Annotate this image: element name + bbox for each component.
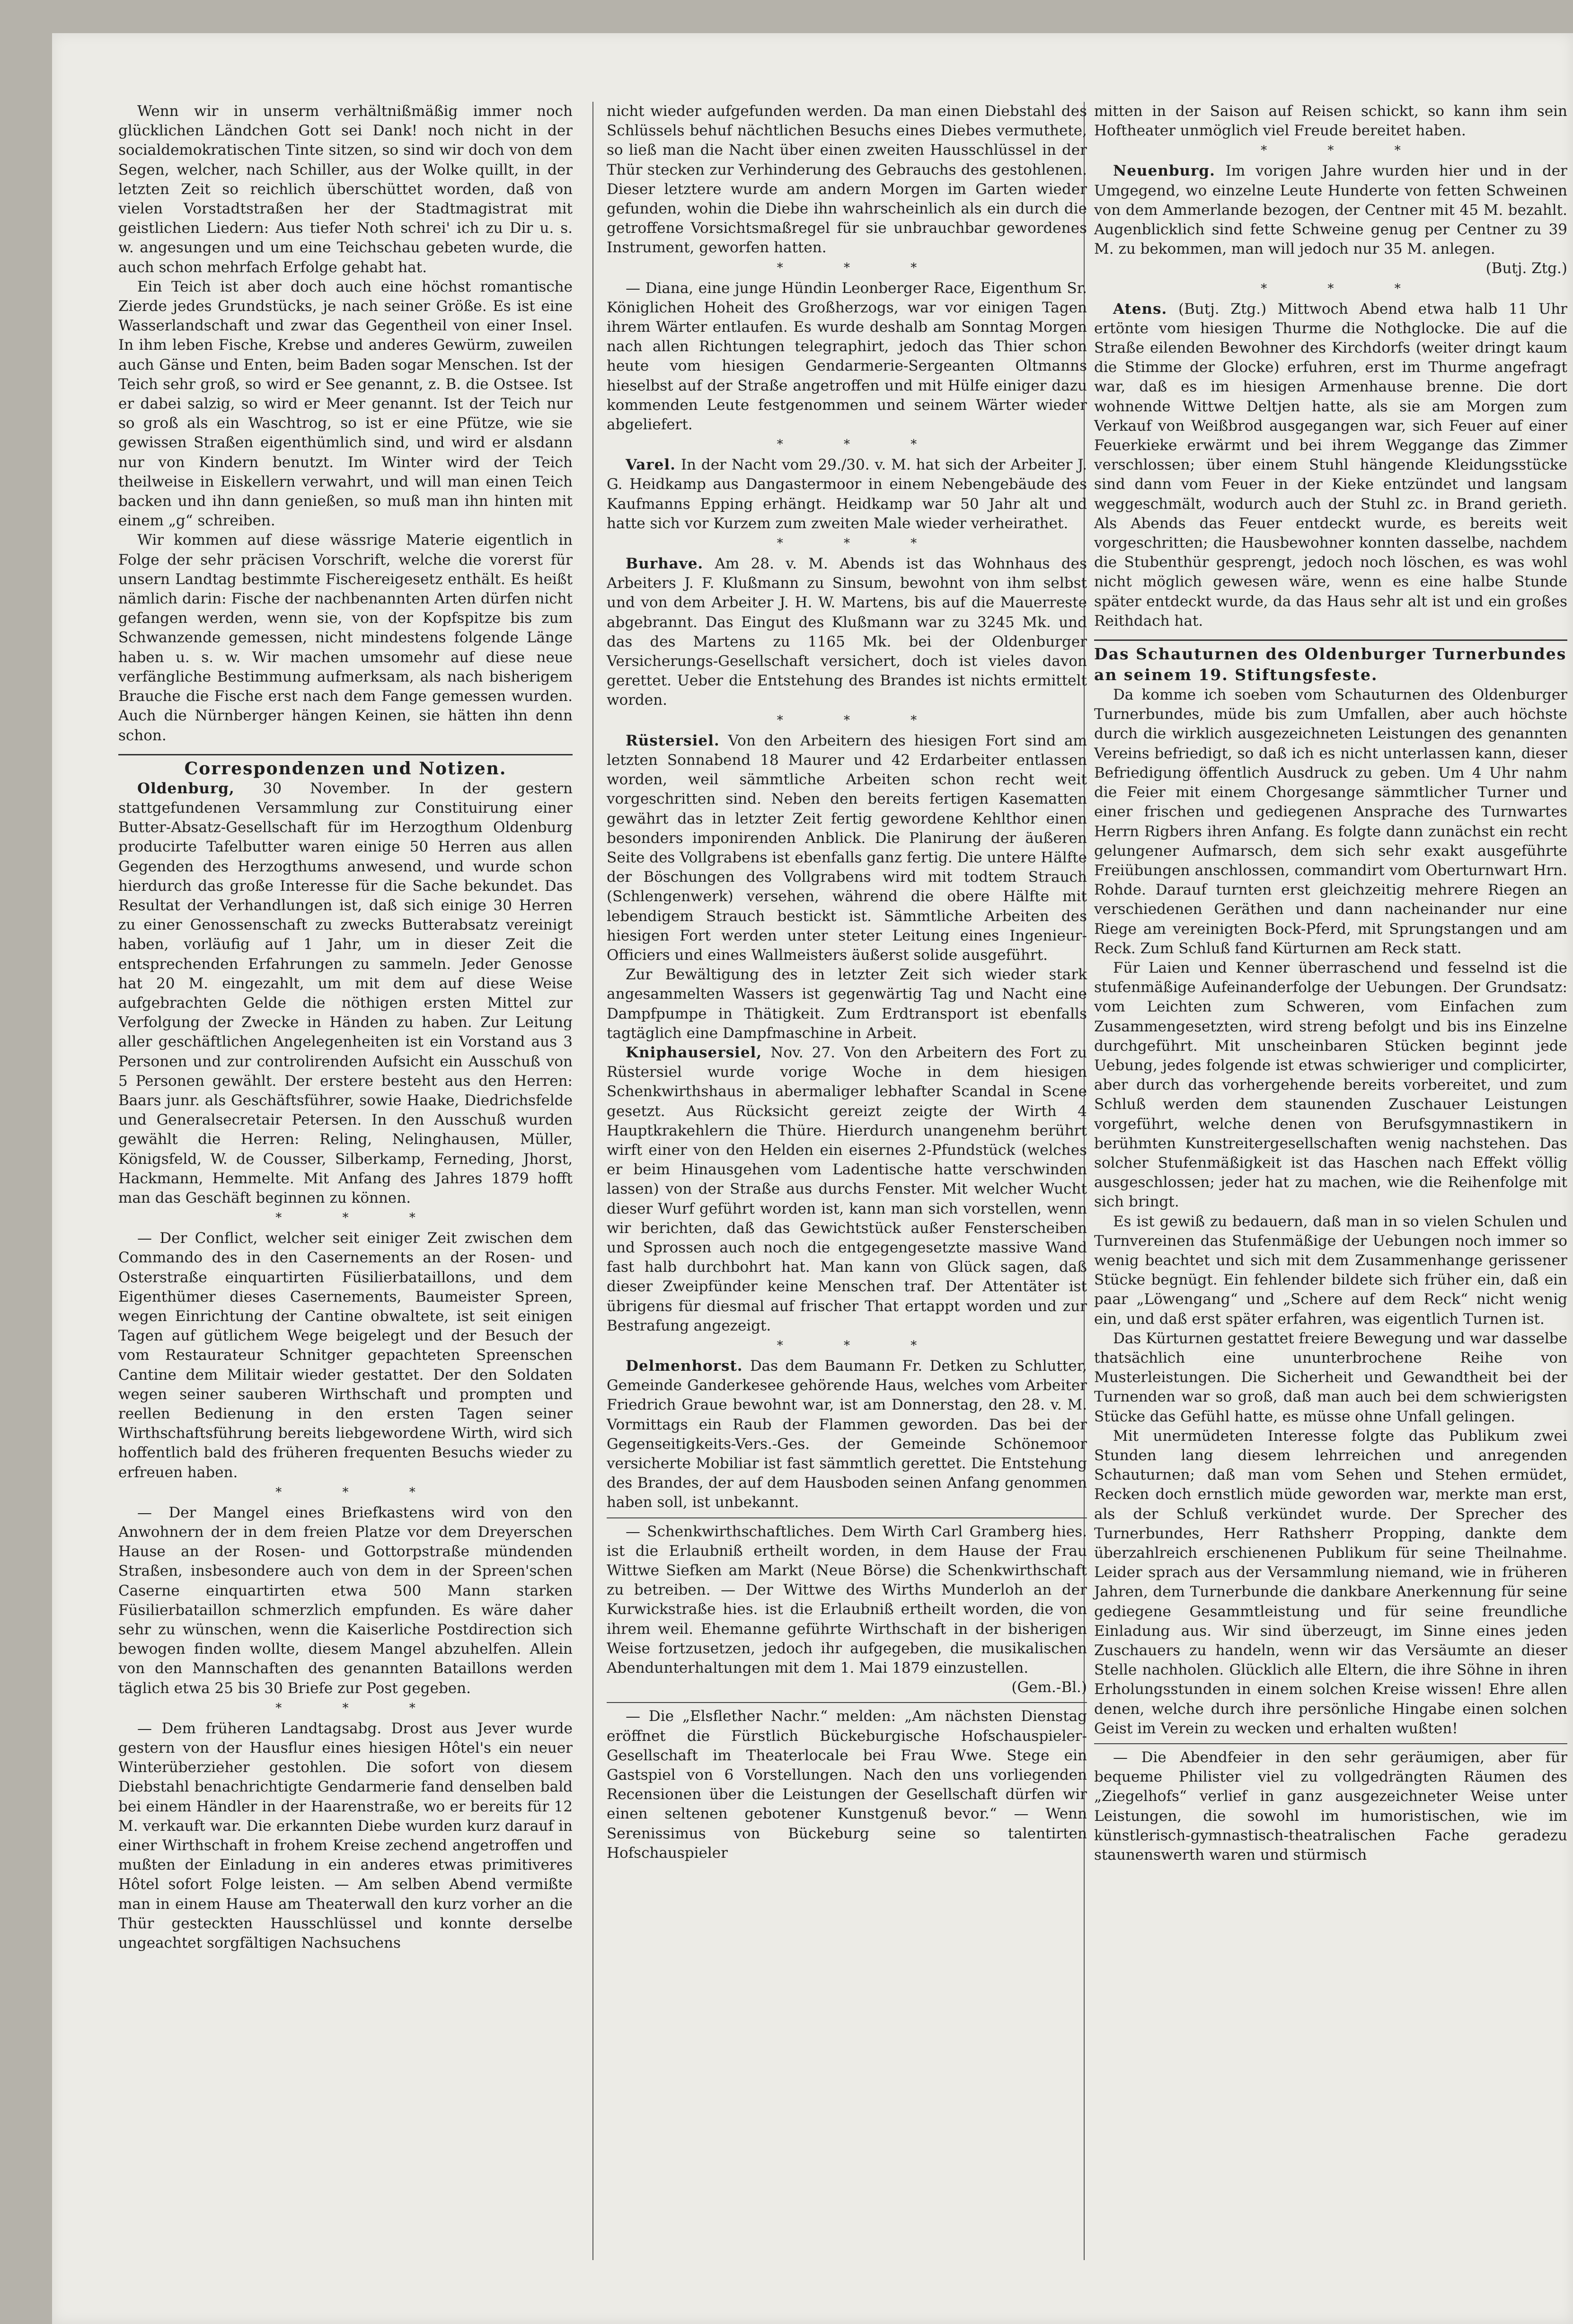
dateline-oldenburg: Oldenburg, <box>137 780 235 797</box>
intro-paragraph-3: Wir kommen auf diese wässrige Materie eigentlich in Folge der sehr präcisen Vorschrift, welche die vorerst für unsern Landtag bestimmte Fischereigesetz enthält. Es heißt nämlich darin: Fische der nachbenannten Arten dürfen nicht gefangen werden, wenn sie, von der Kopfspitze bis zum Schwanzende gemessen, nicht mindestens folgende Länge haben u. s. w. Wir machen umsomehr auf diese neue verfängliche Bestimmung aufmerksam, als nach bisherigem Brauche die Fische erst nach dem Fange gemessen wurden. Auch die Nürnberger hängen Keinen, sie hätten ihn denn schon. <box>118 532 573 744</box>
article-burhave <box>607 554 1087 710</box>
intro-paragraph-2: Ein Teich ist aber doch auch eine höchst romantische Zierde jedes Grundstücks, je nach seiner Größe. Es ist eine Wasserlandschaft und zwar das Gegentheil von einer Insel. In ihm leben Fische, Krebse und anderes Gewürm, zuweilen auch Gänse und Enten, beim Baden sogar Menschen. Ist der Teich sehr groß, so wird er See genannt, z. B. die Ostsee. Ist er dabei salzig, so wird er Meer genannt. Ist der Teich nur so groß als ein Waschtrog, so ist er eine Pfütze, wie sie gewissen Straßen eigenthümlich sind, und wird er alsdann nur von Kindern benutzt. Im Winter wird der Teich theilweise in Eiskellern verwahrt, und will man einen Teich backen und ihn dann genießen, so muß man ihn hinten mit einem „g“ schreiben. <box>118 278 573 530</box>
article-schauturnen-4: Das Kürturnen gestattet freiere Bewegung und war dasselbe thatsächlich eine ununterbrochene Reihe von Musterleistungen. Die Sicherheit und Gewandtheit bei der Turnenden war so groß, daß man auch bei dem schwierigsten Stücke das Gefühl hatte, es müsse ohne Unfall gelingen. <box>1094 1330 1567 1425</box>
article-oldenburg <box>118 779 573 1208</box>
separator-stars: * * * <box>777 713 946 727</box>
column-left <box>118 102 573 1953</box>
dateline-kniphausersiel: Kniphausersiel, <box>626 1044 762 1061</box>
dateline-ruestersiel: Rüstersiel. <box>626 732 720 749</box>
separator-stars: * * * <box>275 1211 444 1225</box>
article-schauturnen-1: Da komme ich soeben vom Schauturnen des Oldenburger Turnerbundes, müde bis zum Umfallen, aber auch höchste durch die wirklich ausgezeichneten Leistungen des genannten Vereins befriedigt, so daß ich es nicht unterlassen kann, dieser Befriedigung öffentlich Ausdruck zu geben. Um 4 Uhr nahm die Feier mit einem Chorgesange sämmtlicher Turner und einer frischen und gediegenen Ansprache des Turnwartes Herrn Rigbers ihren Anfang. Es folgte dann zunächst ein recht gelungener Aufmarsch, dem sich sehr exakt ausgeführte Freiübungen anschlossen, commandirt vom Oberturnwart Hrn. Rohde. Darauf turnten erst gleichzeitig mehrere Riegen an verschiedenen Geräthen und dann nacheinander nur eine Riege am vereinigten Bock-Pferd, mit Sprungstangen und am Reck. Zum Schluß fand Kürturnen am Reck statt. <box>1094 686 1567 957</box>
text-oldenburg: In der gestern stattgefundenen Versammlung zur Constituirung einer Butter-Absatz-Gesellschaft für im Herzogthum Oldenburg producirte Tafelbutter waren einige 50 Herren aus allen Gegenden des Herzogthums anwesend, und wurde schon hierdurch das große Interesse für die Sache bekundet. Das Resultat der Verhandlungen ist, daß sich einige 30 Herren zu einer Genossenschaft zu zwecks Butterabsatz vereinigt haben, vorläufig auf 1 Jahr, um in dieser Zeit die entsprechenden Erfahrungen zu sammeln. Jeder Genosse hat 20 M. eingezahlt, um mit dem auf diese Weise aufgebrachten Gelde die nöthigen ersten Mittel zur Verfolgung der Zwecke in Händen zu haben. Zur Leitung aller geschäftlichen Angelegenheiten ist ein Vorstand aus 3 Personen und zur controlirenden Aufsicht ein Ausschuß von 5 Personen gewählt. Der erstere besteht aus den Herren: Baars junr. als Geschäftsführer, sowie Haake, Diedrichsfelde und Generalsecretair Petersen. In den Ausschuß wurden gewählt die Herren: Reling, Nelinghausen, Müller, Königsfeld, W. de Cousser, Silberkamp, Ferneding, Jhorst, Hackmann, Hemmelte. Mit Anfang des Jahres 1879 hofft man das Geschäft beginnen zu können. <box>118 780 573 1206</box>
article-diana: — Diana, eine junge Hündin Leonberger Race, Eigenthum Sr. Königlichen Hoheit des Großherzogs, war vor einigen Tagen ihrem Wärter entlaufen. Es wurde deshalb am Sonntag Morgen nach allen Richtungen telegraphirt, jedoch das Thier schon heute vom hiesigen Gendarmerie-Sergeanten Oltmanns hieselbst auf der Straße angetroffen und mit Hülfe einiger dazu kommenden Leute festgenommen und seinem Wärter wieder abgeliefert. <box>607 279 1087 434</box>
text-neuenburg: Im vorigen Jahre wurden hier und in der Umgegend, wo einzelne Leute Hunderte von fetten Schweinen von dem Ammerlande bezogen, der Centner mit 45 M. bezahlt. Augenblicklich sind fette Schweine genug per Centner zu 39 M. zu bekommen, man will jedoch nur 35 M. anlegen. <box>1094 162 1568 258</box>
column-right <box>1094 102 1567 1865</box>
continuation-hausschluessel: nicht wieder aufgefunden werden. Da man einen Diebstahl des Schlüssels behuf nächtlichen Besuchs eines Diebes vermuthete, so ließ man die Nacht über einen zweiten Hausschlüssel in der Thür stecken zur Verhinderung des Gebrauchs des gestohlenen. Dieser letztere wurde am andern Morgen im Garten wieder gefunden, wohin die Diebe ihn wahrscheinlich als ein durch die getroffene Vorsichtsmaßregel für sie unbrauchbar gewordenes Instrument, geworfen hatten. <box>607 103 1087 257</box>
column-middle <box>607 102 1087 1863</box>
source-butj-ztg: (Butj. Ztg.) <box>1485 260 1567 277</box>
text-delmenhorst: Das dem Baumann Fr. Detken zu Schlutter, Gemeinde Ganderkesee gehörende Haus, welches vom Arbeiter Friedrich Graue bewohnt war, ist am Donnerstag, den 28. v. M. Vormittags ein Raub der Flammen geworden. Das bei der Gegenseitigkeits-Vers.-Ges. der Gemeinde Schönemoor versicherte Mobiliar ist fast sämmtlich gerettet. Die Entstehung des Brandes, der auf dem Hausboden seinen Anfang genommen haben soll, ist unbekannt. <box>607 1357 1087 1511</box>
article-schauturnen-2: Für Laien und Kenner überraschend und fesselnd ist die stufenmäßige Aufeinanderfolge der Uebungen. Der Grundsatz: vom Leichten zum Schweren, vom Einfachen zum Zusammengesetzten, wird streng befolgt und bis ins Einzelne durchgeführt. Mit unscheinbaren Stücken beginnt jede Uebung, jedes folgende ist etwas schwieriger und complicirter, aber durch das vorhergehende bereits vorbereitet, und zum Schluß werden dem staunenden Zuschauer Leistungen vorgeführt, welche denen von Berufsgymnastikern in berühmten Kunstreitergesellschaften wenig nachstehen. Das solcher Stufenmäßigkeit ist das Haschen nach Effekt völlig ausgeschlossen; jeder hat zu machen, wie die Reihenfolge mit sich bringt. <box>1094 959 1567 1211</box>
article-drost: — Dem früheren Landtagsabg. Drost aus Jever wurde gestern von der Hausflur eines hiesigen Hôtel's ein neuer Winterüberzieher gestohlen. Die sofort von diesem Diebstahl benachrichtigte Gendarmerie fand denselben bald bei einem Händler in der Haarenstraße, wo er bereits für 12 M. verkauft war. Die erkannten Diebe wurden kurz darauf in einer Wirthschaft in frohem Kreise zechend angetroffen und mußten der Einladung in ein anderes etwas primitiveres Hôtel sofort Folge leisten. — Am selben Abend vermißte man in einem Hause am Theaterwall den kurz vorher an die Thür gesteckten Hausschlüssel und konnte derselbe ungeachtet sorgfältigen Nachsuchens <box>118 1720 573 1952</box>
dateline-neuenburg: Neuenburg. <box>1113 162 1215 180</box>
separator-stars: * * * <box>1261 143 1429 158</box>
text-kniphausersiel: Von den Arbeitern des Fort zu Rüstersiel wurde vorige Woche in dem hiesigen Schenkwirthshaus in abermaliger lebhafter Scandal in Scene gesetzt. Aus Rücksicht gereizt zeigte der Wirth 4 Hauptkrakehlern die Thüre. Hierdurch unangenehm berührt wirft einer von den Helden ein eisernes 2-Pfundstück (welches er beim Hinausgehen vom Ladentische hatte verschwinden lassen) von der Straße aus durchs Fenster. Mit welcher Wucht dieser Wurf geführt worden ist, kann man sich vorstellen, wenn wir berichten, daß das Gewichtstück außer Fensterscheiben und Sprossen auch noch die entgegengesetzte massive Wand fast halb durchbohrt hat. Man kann von Glück sagen, daß dieser Zweipfünder keine Menschen traf. Der Attentäter ist übrigens für diesmal auf frischer That ertappt worden und zur Bestrafung angezeigt. <box>607 1044 1087 1334</box>
text-ruestersiel: Von den Arbeitern des hiesigen Fort sind am letzten Sonnabend 18 Maurer und 42 Erdarbeiter entlassen worden, weil sämmtliche Arbeiten schon recht weit vorgeschritten sind. Neben den bereits fertigen Kasematten gewährt das in letzter Zeit fertig gewordene Kehlthor einen besonders imponirenden Anblick. Die Planirung der äußeren Seite des Vollgrabens ist ebenfalls ganz fertig. Die untere Hälfte der Böschungen des Vollgrabens wird mit todtem Strauch (Schlengenwerk) versehen, während die obere Hälfte mit lebendigem Strauch bestickt ist. Sämmtliche Arbeiten des hiesigen Fort werden unter steter Leitung eines Ingenieur-Officiers und eines Wallmeisters äußerst solide ausgeführt. <box>607 732 1087 964</box>
separator-stars: * * * <box>275 1485 444 1499</box>
article-ruestersiel-2: Zur Bewältigung des in letzter Zeit sich wieder stark angesammelten Wassers ist gegenwärtig Tag und Nacht eine Dampfpumpe in Thätigkeit. Zum Erdtransport ist ebenfalls tagtäglich eine Dampfmaschine in Arbeit. <box>607 966 1087 1042</box>
dateline-atens: Atens. <box>1113 300 1167 318</box>
divider-line <box>1094 1743 1567 1744</box>
article-varel <box>607 455 1087 533</box>
divider-line <box>607 1702 1087 1703</box>
heading-schauturnen: Das Schauturnen des Oldenburger Turnerbundes an seinem 19. Stiftungsfeste. <box>1094 639 1567 685</box>
article-schenkwirthschaft: — Schenkwirthschaftliches. Dem Wirth Carl Gramberg hies. ist die Erlaubniß ertheilt worden, in dem Hause der Frau Wittwe Siefken am Markt (Neue Börse) die Schenkwirthschaft zu betreiben. — Der Wittwe des Wirths Munderloh an der Kurwickstraße hies. ist die Erlaubniß ertheilt worden, die von ihrem weil. Ehemanne geführte Wirthschaft in der bisherigen Weise fortzusetzen, jedoch ihr aufgegeben, die musikalischen Abendunterhaltungen mit dem 1. Mai 1879 einzustellen. <box>607 1523 1087 1677</box>
article-briefkasten: — Der Mangel eines Briefkastens wird von den Anwohnern der in dem freien Platze vor dem Dreyerschen Hause an der Rosen- und Gottorpstraße mündenden Straßen, insbesondere auch von dem in der Spreen'schen Caserne einquartirten etwa 500 Mann starken Füsilierbataillon schmerzlich empfunden. Es wäre daher sehr zu wünschen, wenn die Kaiserliche Postdirection sich bewogen finden wollte, diesem Mangel abzuhelfen. Allein von den Mannschaften des genannten Bataillons werden täglich etwa 25 bis 30 Briefe zur Post gegeben. <box>118 1504 573 1697</box>
article-elsfleth: — Die „Elsflether Nachr.“ melden: „Am nächsten Dienstag eröffnet die Fürstlich Bückeburgische Hofschauspieler-Gesellschaft im Theaterlocale bei Frau Wwe. Stege ein Gastspiel von 6 Vorstellungen. Nach den uns vorliegenden Recensionen über die Leistungen der Gesellschaft dürfen wir einen seltenen gebotener Kunstgenuß bevor.“ — Wenn Serenissimus von Bückeburg seine so talentirten Hofschauspieler <box>607 1708 1087 1862</box>
text-burhave: Am 28. v. M. Abends ist das Wohnhaus des Arbeiters J. F. Klußmann zu Sinsum, bewohnt von ihm selbst und von dem Arbeiter J. H. W. Martens, bis auf die Mauerreste abgebrannt. Das Eingut des Klußmann war zu 3245 Mk. und das des Martens zu 1165 Mk. bei der Oldenburger Versicherungs-Gesellschaft versichert, doch ist vieles davon gerettet. Ueber die Entstehung des Brandes ist nichts ermittelt worden. <box>607 555 1087 709</box>
text-varel: In der Nacht vom 29./30. v. M. hat sich der Arbeiter J. G. Heidkamp aus Dangastermoor in einem Nebengebäude des Kaufmanns Epping erhängt. Heidkamp war 50 Jahr alt und hatte sich vor Kurzem zum zweiten Male wieder verheirathet. <box>607 456 1087 532</box>
divider-line <box>607 1517 1087 1518</box>
separator-stars: * * * <box>777 260 946 275</box>
source-gem-bl: (Gem.-Bl.) <box>1011 1679 1087 1696</box>
text-atens: (Butj. Ztg.) Mittwoch Abend etwa halb 11 Uhr ertönte vom hiesigen Thurme die Nothglocke. Die auf die Straße eilenden Bewohner des Kirchdorfs (weiter dringt kaum die Stimme der Glocke) erfuhren, erst im Thurme angefragt war, daß es im hiesigen Armenhause brenne. Die dort wohnende Wittwe Deltjen hatte, als sie am Morgen zum Verkauf von Weißbrod ausgegangen war, sich Feuer auf einer Feuerkieke erwärmt und bei ihrem Weggange das Zimmer verschlossen; über einem Stuhl hängende Kleidungsstücke sind dann vom Feuer in der Kieke entzündet und langsam weggeschmält, wodurch auch der Stuhl zc. in Brand gerieth. Als Abends das Feuer entdeckt wurde, es bereits weit vorgeschritten; die Hausbewohner konnten dasselbe, nachdem die Stubenthür gesprengt, jedoch noch löschen, es was wohl nicht möglich gewesen wäre, wenn es eine halbe Stunde später entdeckt wurde, da das Haus sehr alt ist und ein großes Reithdach hat. <box>1094 300 1567 630</box>
article-schauturnen-3: Es ist gewiß zu bedauern, daß man in so vielen Schulen und Turnvereinen das Stufenmäßige der Uebungen noch immer so wenig beachtet und sich mit dem Zusammenhange gerissener Stücke begnügt. Ein fehlender bildete sich früher ein, daß ein paar „Löwengang“ und „Schere auf dem Reck“ nicht wenig ein, und daß erst später erfahren, was eigentlich Turnen ist. <box>1094 1213 1567 1328</box>
article-kniphausersiel <box>607 1043 1087 1336</box>
article-abendfeier: — Die Abendfeier in den sehr geräumigen, aber für bequeme Philister viel zu vollgedrängten Räumen des „Ziegelhofs“ verlief in ganz ausgezeichneter Weise unter Leistungen, die sowohl im humoristischen, wie im künstlerisch-gymnastisch-theatralischen Fache geradezu staunenswerth waren und stürmisch <box>1094 1749 1567 1864</box>
separator-stars: * * * <box>1261 281 1429 296</box>
date-kniphausersiel: Nov. 27. <box>770 1044 836 1061</box>
intro-paragraph-1: Wenn wir in unserm verhältnißmäßig immer noch glücklichen Ländchen Gott sei Dank! noch nicht in der socialdemokratischen Tinte sitzen, so sind wir doch von dem Segen, welcher, nach Schiller, aus der Wolke quillt, in der letzten Zeit so reichlich überschüttet worden, daß von vielen Vorstadtstraßen her der Stadtmagistrat mit geistlichen Liedern: Aus tiefer Noth schrei' ich zu Dir u. s. w. angesungen und um eine Teichschau gebeten wurde, die auch schon mehrfach Erfolge gehabt hat. <box>118 103 573 276</box>
separator-stars: * * * <box>777 437 946 452</box>
dateline-burhave: Burhave. <box>626 555 704 573</box>
separator-stars: * * * <box>777 536 946 551</box>
date-oldenburg: 30 November. <box>263 780 391 797</box>
article-neuenburg <box>1094 161 1567 259</box>
continuation-hoftheater: mitten in der Saison auf Reisen schickt, so kann ihm sein Hoftheater unmöglich viel Freude bereitet haben. <box>1094 103 1567 140</box>
article-ruestersiel <box>607 731 1087 965</box>
article-conflict: — Der Conflict, welcher seit einiger Zeit zwischen dem Commando des in den Casernements an der Rosen- und Osterstraße einquartirten Füsilierbataillons, und dem Eigenthümer dieses Casernements, Baumeister Spreen, wegen Einrichtung der Cantine obwaltete, ist seit einigen Tagen auf gütlichem Wege beigelegt und der Besuch der vom Restaurateur Schnitger gepachteten Spreenschen Cantine dem Militair wieder gestattet. Der den Soldaten wegen seiner sauberen Wirthschaft und prompten und reellen Bedienung in den ersten Tagen seiner Wirthschaftsführung bereits liebgewordene Wirth, wird sich hoffentlich bald des früheren frequenten Besuchs wieder zu erfreuen haben. <box>118 1230 573 1481</box>
separator-stars: * * * <box>275 1701 444 1715</box>
article-delmenhorst <box>607 1357 1087 1513</box>
dateline-varel: Varel. <box>626 456 676 474</box>
section-heading-correspondence: Correspondenzen und Notizen. <box>118 754 573 779</box>
article-atens <box>1094 300 1567 631</box>
column-rule-1 <box>592 102 593 2260</box>
article-schauturnen-5: Mit unermüdeten Interesse folgte das Publikum zwei Stunden lang diesem lehrreichen und anregenden Schauturnen; daß man vom Sehen und Stehen ermüdet, Recken doch ernstlich müde geworden war, merkte man erst, als der Schluß verkündet wurde. Der Sprecher des Turnerbundes, Herr Rathsherr Propping, dankte dem überzahlreich erschienenen Publikum für seine Theilnahme. Leider sprach aus der Versammlung niemand, wie in früheren Jahren, dem Turnerbunde die dankbare Anerkennung für seine gediegene Gesammtleistung und für seine freundliche Einladung aus. Wir sind überzeugt, im Sinne eines jeden Zuschauers zu handeln, wenn wir das Versäumte an dieser Stelle nachholen. Glücklich alle Eltern, die ihre Söhne in ihren Erholungsstunden in einem solchen Kreise wissen! Ehre allen denen, welche durch ihre persönliche Hingabe einen solchen Geist im Verein zu wecken und erhalten wußten! <box>1094 1427 1567 1737</box>
separator-stars: * * * <box>777 1338 946 1353</box>
dateline-delmenhorst: Delmenhorst. <box>626 1357 743 1375</box>
